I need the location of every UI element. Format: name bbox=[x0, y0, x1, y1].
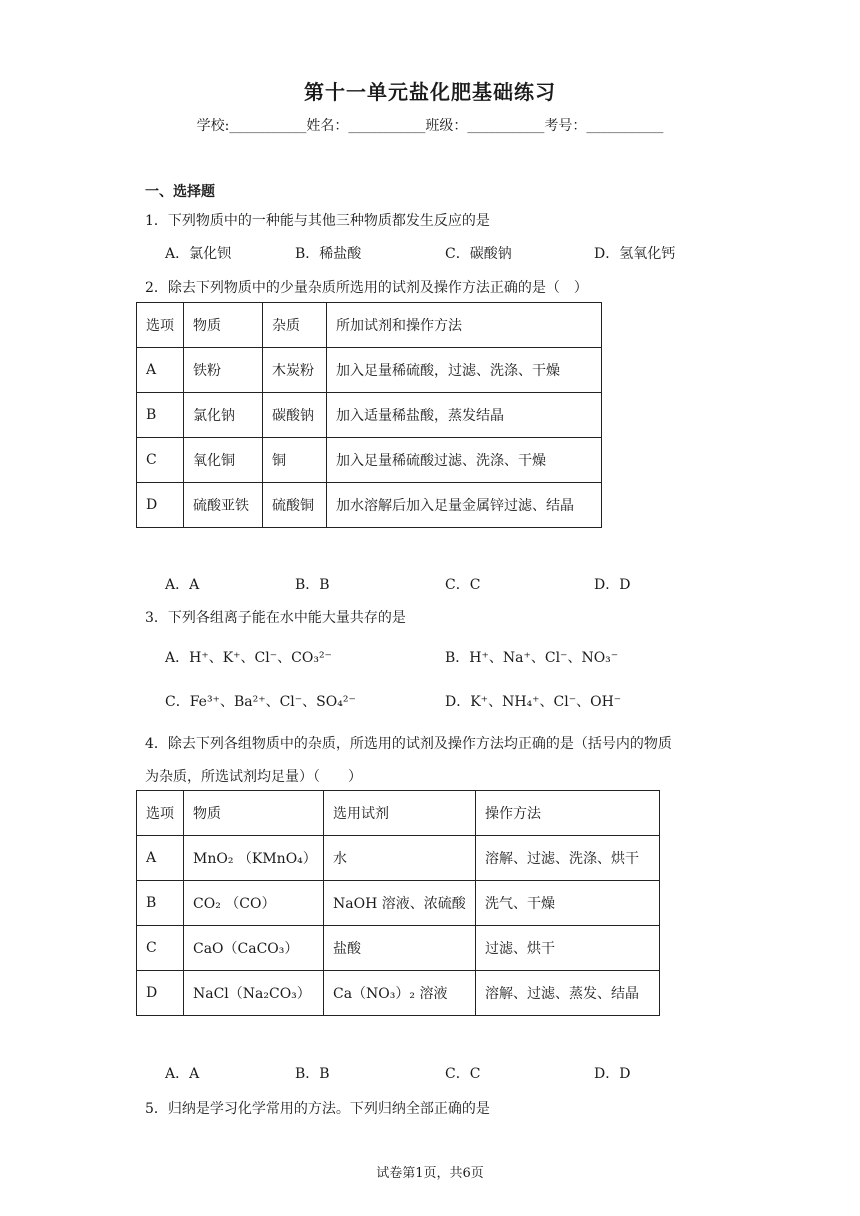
q3-option-b: B．H⁺、Na⁺、Cl⁻、NO₃⁻ bbox=[445, 650, 619, 666]
question-3: 3．下列各组离子能在水中能大量共存的是 bbox=[145, 610, 406, 626]
q2-option-b: B．B bbox=[295, 577, 330, 593]
table-header-cell: 选项 bbox=[137, 303, 184, 348]
question-4-line-1: 4．除去下列各组物质中的杂质，所选用的试剂及操作方法均正确的是（括号内的物质 bbox=[145, 736, 672, 752]
question-5: 5．归纳是学习化学常用的方法。下列归纳全部正确的是 bbox=[145, 1101, 490, 1117]
table-cell: 加入足量稀硫酸，过滤、洗涤、干燥 bbox=[327, 348, 602, 393]
table-cell: A bbox=[137, 348, 184, 393]
table-row bbox=[137, 438, 602, 483]
q1-option-b: B．稀盐酸 bbox=[295, 246, 362, 262]
table-header-cell: 物质 bbox=[184, 303, 263, 348]
table-cell: D bbox=[137, 483, 184, 528]
q4-option-b: B．B bbox=[295, 1066, 330, 1082]
table-cell: 加入足量稀硫酸过滤、洗涤、干燥 bbox=[327, 438, 602, 483]
table-cell: CaO（CaCO₃） bbox=[184, 926, 324, 971]
table-cell: 铜 bbox=[263, 438, 327, 483]
table-cell: 盐酸 bbox=[324, 926, 476, 971]
table-header-cell: 杂质 bbox=[263, 303, 327, 348]
table-cell: 铁粉 bbox=[184, 348, 263, 393]
q1-option-d: D．氢氧化钙 bbox=[594, 246, 676, 262]
table-cell: 碳酸钠 bbox=[263, 393, 327, 438]
q4-table bbox=[136, 790, 660, 1016]
table-cell: 氧化铜 bbox=[184, 438, 263, 483]
q1-option-c: C．碳酸钠 bbox=[445, 246, 512, 262]
table-row bbox=[137, 483, 602, 528]
table-cell: 过滤、烘干 bbox=[476, 926, 660, 971]
table-cell: Ca（NO₃）₂ 溶液 bbox=[324, 971, 476, 1016]
table-row bbox=[137, 348, 602, 393]
table-header-row bbox=[137, 791, 660, 836]
table-cell: 洗气、干燥 bbox=[476, 881, 660, 926]
table-cell: NaOH 溶液、浓硫酸 bbox=[324, 881, 476, 926]
table-header-cell: 物质 bbox=[184, 791, 324, 836]
q2-option-d: D．D bbox=[594, 577, 631, 593]
table-cell: 溶解、过滤、蒸发、结晶 bbox=[476, 971, 660, 1016]
table-cell: CO₂ （CO） bbox=[184, 881, 324, 926]
table-row bbox=[137, 881, 660, 926]
table-row bbox=[137, 836, 660, 881]
q3-option-d: D．K⁺、NH₄⁺、Cl⁻、OH⁻ bbox=[445, 694, 622, 710]
table-cell: NaCl（Na₂CO₃） bbox=[184, 971, 324, 1016]
table-cell: A bbox=[137, 836, 184, 881]
section-heading: 一、选择题 bbox=[145, 184, 215, 200]
table-cell: D bbox=[137, 971, 184, 1016]
question-4-line-2: 为杂质，所选试剂均足量）（ ） bbox=[145, 769, 362, 785]
q2-option-c: C．C bbox=[445, 577, 481, 593]
table-cell: B bbox=[137, 881, 184, 926]
table-cell: 加入适量稀盐酸，蒸发结晶 bbox=[327, 393, 602, 438]
q2-table bbox=[136, 302, 602, 528]
table-cell: MnO₂ （KMnO₄） bbox=[184, 836, 324, 881]
table-header-cell: 操作方法 bbox=[476, 791, 660, 836]
table-row bbox=[137, 926, 660, 971]
q4-option-d: D．D bbox=[594, 1066, 631, 1082]
q3-option-c: C．Fe³⁺、Ba²⁺、Cl⁻、SO₄²⁻ bbox=[165, 694, 356, 710]
table-cell: C bbox=[137, 926, 184, 971]
table-cell: C bbox=[137, 438, 184, 483]
table-cell: 溶解、过滤、洗涤、烘干 bbox=[476, 836, 660, 881]
table-cell: 硫酸铜 bbox=[263, 483, 327, 528]
table-header-cell: 选用试剂 bbox=[324, 791, 476, 836]
table-cell: 木炭粉 bbox=[263, 348, 327, 393]
q2-option-a: A．A bbox=[165, 577, 200, 593]
table-cell: B bbox=[137, 393, 184, 438]
table-header-cell: 所加试剂和操作方法 bbox=[327, 303, 602, 348]
q3-option-a: A．H⁺、K⁺、Cl⁻、CO₃²⁻ bbox=[165, 650, 332, 666]
page-footer: 试卷第1页，共6页 bbox=[376, 1166, 484, 1181]
table-header-row bbox=[137, 303, 602, 348]
q4-option-a: A．A bbox=[165, 1066, 200, 1082]
table-cell: 水 bbox=[324, 836, 476, 881]
table-header-cell: 选项 bbox=[137, 791, 184, 836]
table-cell: 硫酸亚铁 bbox=[184, 483, 263, 528]
table-row bbox=[137, 971, 660, 1016]
q1-option-a: A．氯化钡 bbox=[165, 246, 232, 262]
table-row bbox=[137, 393, 602, 438]
question-1: 1．下列物质中的一种能与其他三种物质都发生反应的是 bbox=[145, 213, 490, 229]
table-cell: 加水溶解后加入足量金属锌过滤、结晶 bbox=[327, 483, 602, 528]
student-info-line: 学校:___________姓名：___________班级：___________考号：___________ bbox=[196, 118, 664, 134]
question-2: 2．除去下列物质中的少量杂质所选用的试剂及操作方法正确的是（ ） bbox=[145, 280, 588, 296]
page-title: 第十一单元盐化肥基础练习 bbox=[304, 80, 556, 104]
q4-option-c: C．C bbox=[445, 1066, 481, 1082]
table-cell: 氯化钠 bbox=[184, 393, 263, 438]
